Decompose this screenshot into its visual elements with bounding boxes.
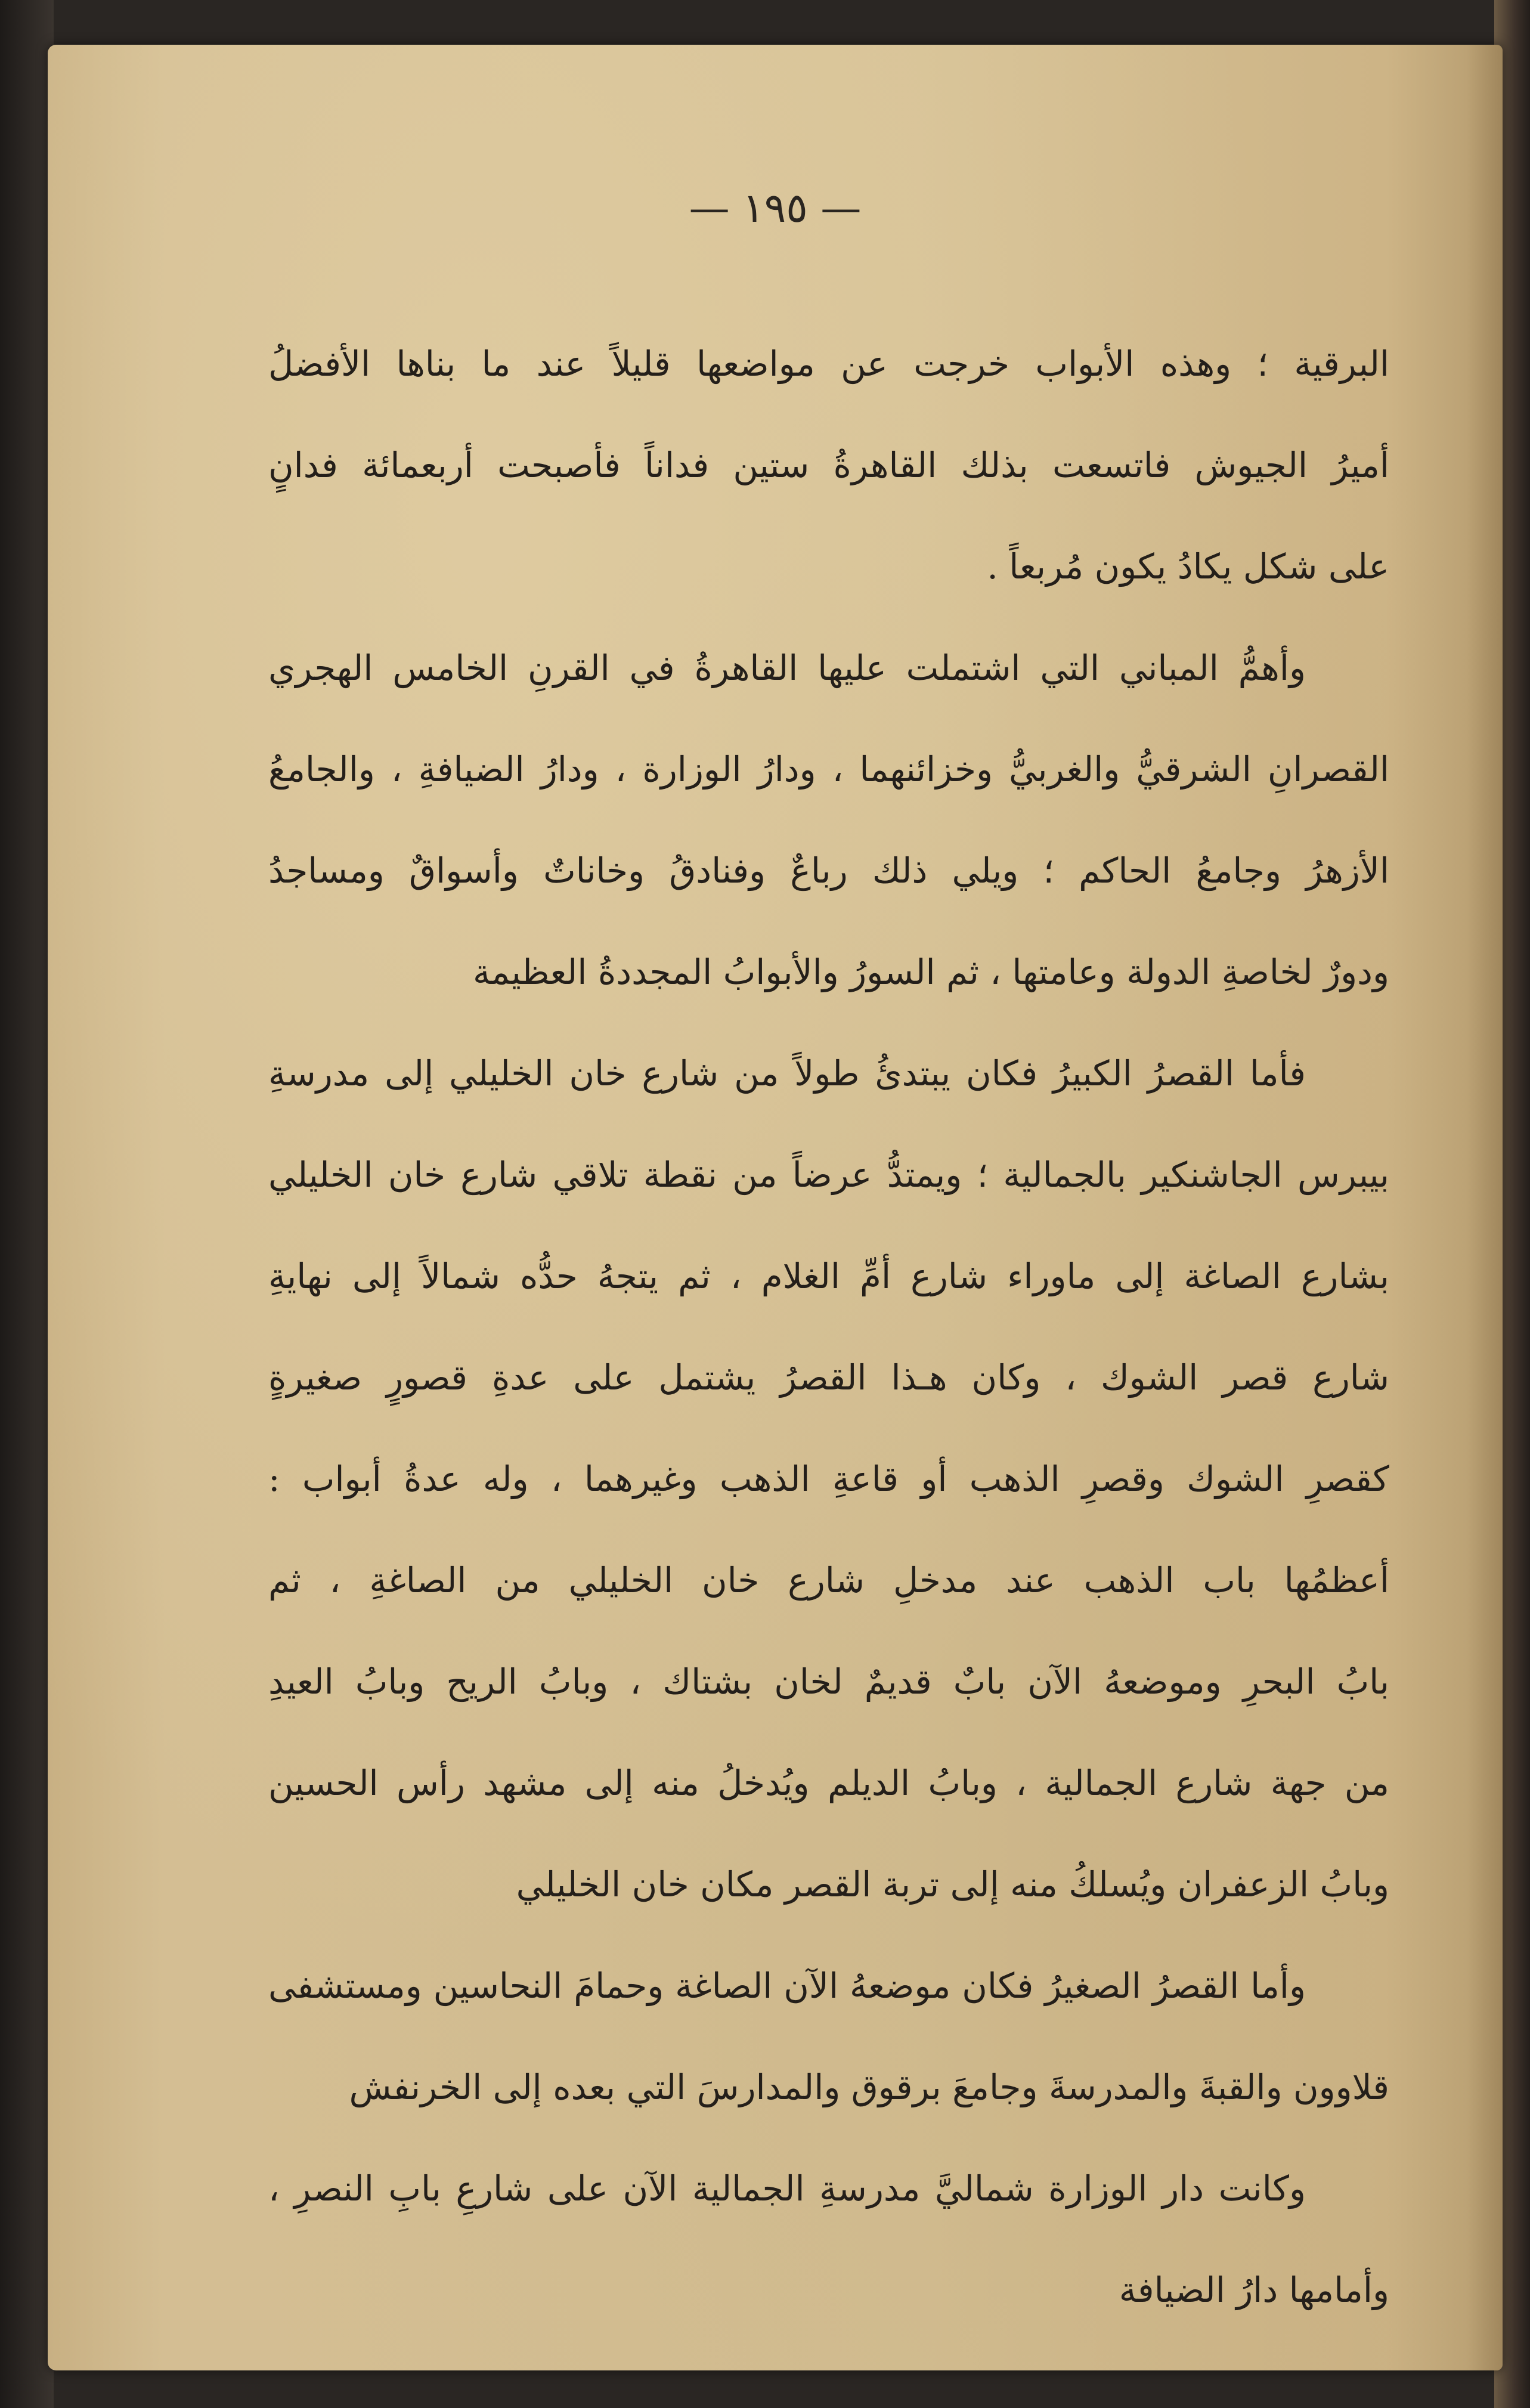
text-line: وأمامها دارُ الضيافة [1119, 2270, 1389, 2310]
text-line: كقصرِ الشوك وقصرِ الذهب أو قاعةِ الذهب وغيرهما ، وله عدةُ أبواب : [268, 1459, 1389, 1499]
text-line: فأما القصرُ الكبيرُ فكان يبتدئُ طولاً من شارع خان الخليلي إلى مدرسةِ [268, 1053, 1306, 1094]
text-line: ودورٌ لخاصةِ الدولة وعامتها ، ثم السورُ والأبوابُ المجددةُ العظيمة [472, 952, 1389, 992]
book-page [48, 45, 1503, 2370]
text-line: على شكل يكادُ يكون مُربعاً . [987, 546, 1389, 587]
text-line: بابُ البحرِ وموضعهُ الآن بابٌ قديمٌ لخان بشتاك ، وبابُ الريح وبابُ العيدِ [268, 1661, 1389, 1702]
page-number: — ١٩٥ — [689, 185, 862, 232]
background-left [0, 0, 54, 2408]
text-line: بيبرس الجاشنكير بالجمالية ؛ ويمتدُّ عرضاً من نقطة تلاقي شارع خان الخليلي [268, 1155, 1389, 1195]
text-line: وبابُ الزعفران ويُسلكُ منه إلى تربة القصر مكان خان الخليلي [516, 1864, 1389, 1905]
text-line: أميرُ الجيوش فاتسعت بذلك القاهرةُ ستين فداناً فأصبحت أربعمائة فدانٍ [268, 445, 1389, 485]
text-line: وأهمُّ المباني التي اشتملت عليها القاهرةُ في القرنِ الخامس الهجري [268, 648, 1306, 688]
text-line: بشارع الصاغة إلى ماوراء شارع أمِّ الغلام ، ثم يتجهُ حدُّه شمالاً إلى نهايةِ [268, 1256, 1389, 1296]
text-line: من جهة شارع الجمالية ، وبابُ الديلم ويُدخلُ منه إلى مشهد رأس الحسين [268, 1763, 1389, 1803]
text-line: وأما القصرُ الصغيرُ فكان موضعهُ الآن الصاغة وحمامَ النحاسين ومستشفى [268, 1966, 1306, 2006]
body-text [268, 313, 1389, 2341]
text-line: القصرانِ الشرقيُّ والغربيُّ وخزائنهما ، ودارُ الوزارة ، ودارُ الضيافةِ ، والجامعُ [268, 749, 1389, 790]
text-line: الأزهرُ وجامعُ الحاكم ؛ ويلي ذلك رباعٌ وفنادقُ وخاناتٌ وأسواقٌ ومساجدُ [268, 850, 1389, 891]
text-line: شارع قصر الشوك ، وكان هـذا القصرُ يشتمل على عدةِ قصورٍ صغيرةٍ [268, 1357, 1389, 1398]
text-line: البرقية ؛ وهذه الأبواب خرجت عن مواضعها قليلاً عند ما بناها الأفضلُ [268, 343, 1389, 384]
text-line: قلاوون والقبةَ والمدرسةَ وجامعَ برقوق والمدارسَ التي بعده إلى الخرنفش [349, 2067, 1389, 2107]
page-gutter [1467, 45, 1503, 2370]
text-line: أعظمُها باب الذهب عند مدخلِ شارع خان الخليلي من الصاغةِ ، ثم [268, 1560, 1389, 1601]
text-line: وكانت دار الوزارة شماليَّ مدرسةِ الجمالية الآن على شارعِ بابِ النصرِ ، [268, 2168, 1306, 2209]
